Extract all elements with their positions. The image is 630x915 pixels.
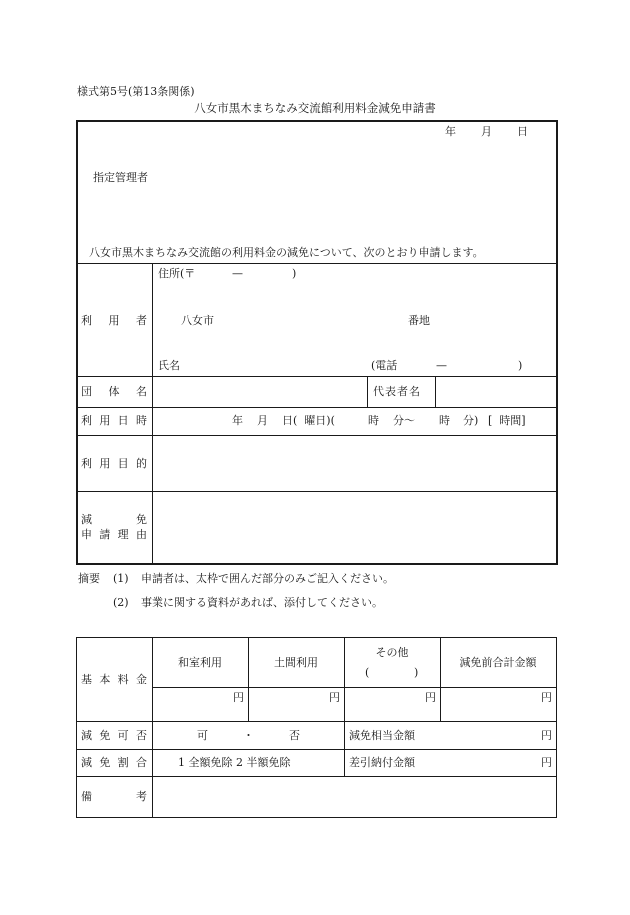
approval-label: 減 免 可 否: [81, 729, 147, 742]
col-other-paren-close: ): [414, 666, 419, 679]
address-label: 住所(〒: [158, 267, 196, 280]
approve-option: 可: [197, 729, 208, 742]
reason-label-line2: 申 請 理 由: [81, 528, 147, 541]
yen-washitsu: 円: [233, 691, 244, 704]
yen-net: 円: [541, 756, 552, 769]
usage-day-weekday: 日( 曜日)(: [282, 414, 335, 427]
yen-other: 円: [425, 691, 436, 704]
phone-dash: —: [436, 359, 447, 372]
reason-label-line1: 減 免: [81, 513, 147, 526]
representative-label: 代表者名: [373, 385, 421, 398]
ratio-label: 減 免 割 合: [81, 756, 147, 769]
deny-option: 否: [289, 729, 300, 742]
name-label: 氏名: [158, 359, 180, 372]
note-2-text: 事業に関する資料があれば、添付してください。: [141, 596, 383, 609]
basic-fee-label: 基 本 料 金: [81, 673, 147, 686]
usage-year: 年: [232, 414, 243, 427]
note-1-number: (1): [113, 572, 129, 585]
option-separator: ・: [243, 729, 254, 742]
usage-purpose-label: 利 用 目 的: [81, 457, 147, 470]
yen-equivalent: 円: [541, 729, 552, 742]
col-washitsu: 和室利用: [178, 656, 222, 669]
applicant-label: 利 用 者: [81, 314, 147, 327]
addressee: 指定管理者: [93, 171, 148, 184]
form-number: 様式第5号(第13条関係): [77, 85, 195, 98]
date-month-label: 月: [481, 125, 492, 138]
phone-label: (電話: [371, 359, 398, 372]
col-doma: 土間利用: [274, 656, 318, 669]
net-amount-label: 差引納付金額: [349, 756, 415, 769]
group-name-label: 団 体 名: [81, 385, 147, 398]
note-2-number: (2): [113, 596, 129, 609]
city-label: 八女市: [181, 314, 214, 327]
start-minute: 分〜: [393, 414, 415, 427]
note-1-text: 申請者は、太枠で囲んだ部分のみご記入ください。: [141, 572, 394, 585]
date-day-label: 日: [517, 125, 528, 138]
col-other-paren-open: (: [365, 666, 370, 679]
request-statement: 八女市黒木まちなみ交流館の利用料金の減免について、次のとおり申請します。: [89, 246, 484, 259]
usage-month: 月: [257, 414, 268, 427]
date-year-label: 年: [445, 125, 456, 138]
equivalent-amount-label: 減免相当金額: [349, 729, 415, 742]
postal-dash: —: [232, 267, 243, 280]
ratio-options: 1 全額免除 2 半額免除: [178, 756, 291, 769]
remarks-label: 備 考: [81, 790, 147, 803]
col-pre-total: 減免前合計金額: [459, 656, 537, 669]
duration-hours: [ 時間]: [488, 414, 526, 427]
usage-datetime-label: 利 用 日 時: [81, 414, 147, 427]
yen-pre-total: 円: [541, 691, 552, 704]
col-other: その他: [375, 646, 409, 659]
start-hour: 時: [368, 414, 379, 427]
postal-close: ): [292, 267, 297, 280]
form-title: 八女市黒木まちなみ交流館利用料金減免申請書: [194, 101, 436, 115]
yen-doma: 円: [329, 691, 340, 704]
notes-heading: 摘要: [78, 572, 100, 585]
end-minute: 分): [463, 414, 479, 427]
banchi-label: 番地: [408, 314, 430, 327]
phone-close: ): [518, 359, 523, 372]
end-hour: 時: [439, 414, 450, 427]
